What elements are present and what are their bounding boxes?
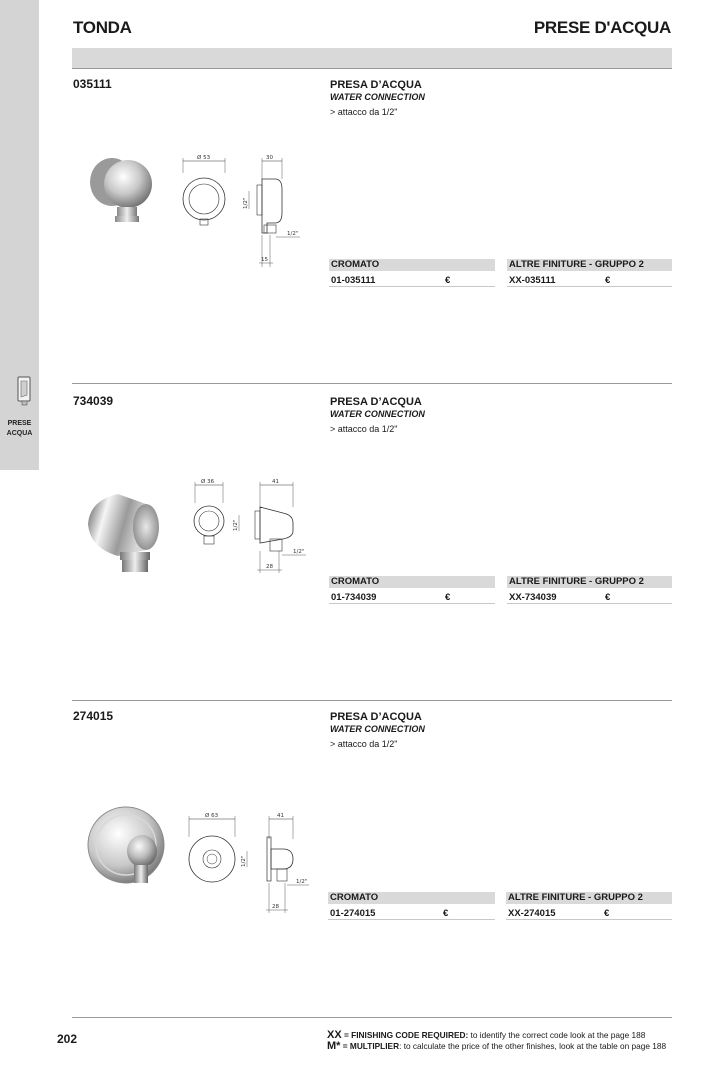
technical-drawing — [175, 155, 310, 285]
chrome-finish-row — [329, 591, 495, 604]
header-band — [72, 48, 672, 69]
chrome-finish-code: 01-274015 — [330, 908, 376, 919]
product-subtitle: WATER CONNECTION — [330, 724, 425, 734]
dim-thread-horizontal: 1/2" — [293, 549, 305, 555]
other-price: € — [604, 908, 610, 919]
xx-text: to identify the correct code look at the page 188 — [468, 1030, 646, 1040]
m-key: M* — [327, 1039, 341, 1052]
other-price: € — [605, 275, 611, 286]
other-finish-code: XX-035111 — [509, 275, 556, 286]
other-finish-header: ALTRE FINITURE - GRUPPO 2 — [507, 259, 672, 271]
product-photo — [80, 152, 180, 252]
other-finish-row — [506, 907, 672, 920]
dim-offset: 28 — [272, 904, 279, 910]
product-photo — [80, 801, 180, 901]
sidebar-label-line1: PRESE — [7, 420, 32, 427]
dim-thread-horizontal: 1/2" — [287, 231, 299, 237]
other-finish-code: XX-734039 — [509, 592, 557, 603]
dim-offset: 15 — [261, 257, 268, 263]
sidebar-label-line2: ACQUA — [6, 430, 33, 437]
chrome-finish-code: 01-734039 — [331, 592, 377, 603]
category-title: PRESE D'ACQUA — [533, 18, 671, 37]
dim-diameter: Ø 63 — [205, 813, 219, 819]
dim-offset: 28 — [266, 564, 273, 570]
product-code: 274015 — [73, 709, 114, 723]
product-subtitle: WATER CONNECTION — [330, 409, 425, 419]
other-finish-code: XX-274015 — [508, 908, 556, 919]
dim-thread-vertical: 1/2" — [233, 519, 239, 531]
other-finish-row — [507, 591, 672, 604]
chrome-price: € — [443, 908, 449, 919]
chrome-finish-header: CROMATO — [328, 892, 495, 904]
m-label: = MULTIPLIER — [340, 1040, 400, 1051]
product-section — [0, 77, 711, 377]
technical-drawing — [175, 809, 310, 939]
product-spec: > attacco da 1/2" — [330, 107, 398, 117]
chrome-finish-header: CROMATO — [329, 259, 495, 271]
section-divider — [72, 700, 672, 701]
dim-depth: 30 — [266, 155, 273, 161]
product-title: PRESA D’ACQUA — [330, 396, 422, 408]
product-title: PRESA D’ACQUA — [330, 711, 422, 723]
xx-key: XX — [327, 1029, 342, 1041]
product-title: PRESA D’ACQUA — [330, 79, 422, 91]
product-section — [0, 709, 711, 1009]
footer-note-finishing — [327, 1030, 666, 1041]
chrome-finish-header: CROMATO — [329, 576, 495, 588]
dim-thread-vertical: 1/2" — [243, 197, 249, 209]
other-finish-header: ALTRE FINITURE - GRUPPO 2 — [506, 892, 672, 904]
collection-title: TONDA — [73, 18, 132, 37]
section-divider — [72, 383, 672, 384]
footer-notes — [327, 1030, 666, 1051]
product-section — [0, 394, 711, 694]
m-text: : to calculate the price of the other finishes, look at the table on page 188 — [399, 1040, 667, 1051]
page-number: 202 — [57, 1032, 78, 1046]
product-spec: > attacco da 1/2" — [330, 424, 398, 434]
chrome-finish-row — [328, 907, 495, 920]
dim-thread-vertical: 1/2" — [241, 855, 247, 867]
other-finish-row — [507, 274, 672, 287]
dim-diameter: Ø 53 — [197, 155, 211, 161]
chrome-price: € — [445, 592, 451, 603]
dim-diameter: Ø 36 — [201, 479, 215, 485]
product-spec: > attacco da 1/2" — [330, 739, 398, 749]
footer-note-multiplier — [327, 1041, 666, 1052]
chrome-finish-row — [329, 274, 495, 287]
chrome-price: € — [445, 275, 451, 286]
xx-label: = FINISHING CODE REQUIRED: — [341, 1030, 469, 1040]
product-code: 734039 — [73, 394, 114, 408]
product-subtitle: WATER CONNECTION — [330, 92, 425, 102]
technical-drawing — [175, 479, 310, 609]
chrome-finish-code: 01-035111 — [331, 275, 376, 286]
dim-thread-horizontal: 1/2" — [296, 879, 308, 885]
other-finish-header: ALTRE FINITURE - GRUPPO 2 — [507, 576, 672, 588]
footer-divider — [72, 1017, 672, 1018]
dim-depth: 41 — [272, 479, 279, 485]
product-code: 035111 — [73, 77, 112, 91]
dim-depth: 41 — [277, 813, 284, 819]
product-photo — [80, 482, 180, 582]
other-price: € — [605, 592, 611, 603]
